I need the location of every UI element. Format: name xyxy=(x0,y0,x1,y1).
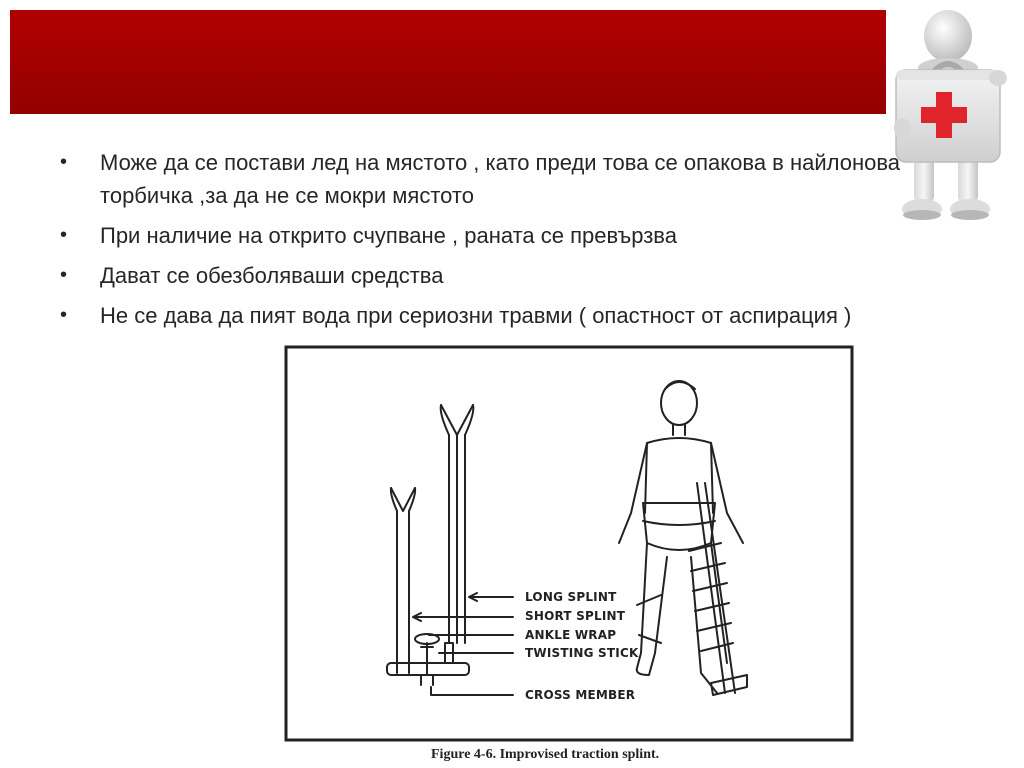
bullet-text: Дават се обезболяваши средства xyxy=(100,263,444,288)
bullet-text: Може да се постави лед на мястото , като преди това се опакова в найлонова торбичка ,за да не се мокри мястото xyxy=(100,150,901,208)
bullet-dot: • xyxy=(60,224,68,246)
bullet-text: Не се дава да пият вода при сериозни травми ( опастност от аспирация ) xyxy=(100,303,852,328)
bullet-item xyxy=(56,259,916,292)
bullet-dot: • xyxy=(60,304,68,326)
label-ankle-wrap: ANKLE WRAP xyxy=(525,628,617,642)
figure-caption: Figure 4-6. Improvised traction splint. xyxy=(431,747,660,762)
label-cross-member: CROSS MEMBER xyxy=(525,688,636,702)
title-bar xyxy=(10,10,886,114)
bullet-dot: • xyxy=(60,151,68,173)
bullet-list xyxy=(56,146,916,339)
label-twisting-stick: TWISTING STICK xyxy=(525,646,639,660)
bullet-item xyxy=(56,146,916,212)
label-short-splint: SHORT SPLINT xyxy=(525,609,626,623)
bullet-item xyxy=(56,219,916,252)
bullet-text: При наличие на открито счупване , раната се превързва xyxy=(100,223,677,248)
traction-splint-figure xyxy=(281,343,859,768)
bullet-item xyxy=(56,299,916,332)
bullet-dot: • xyxy=(60,264,68,286)
label-long-splint: LONG SPLINT xyxy=(525,590,617,604)
